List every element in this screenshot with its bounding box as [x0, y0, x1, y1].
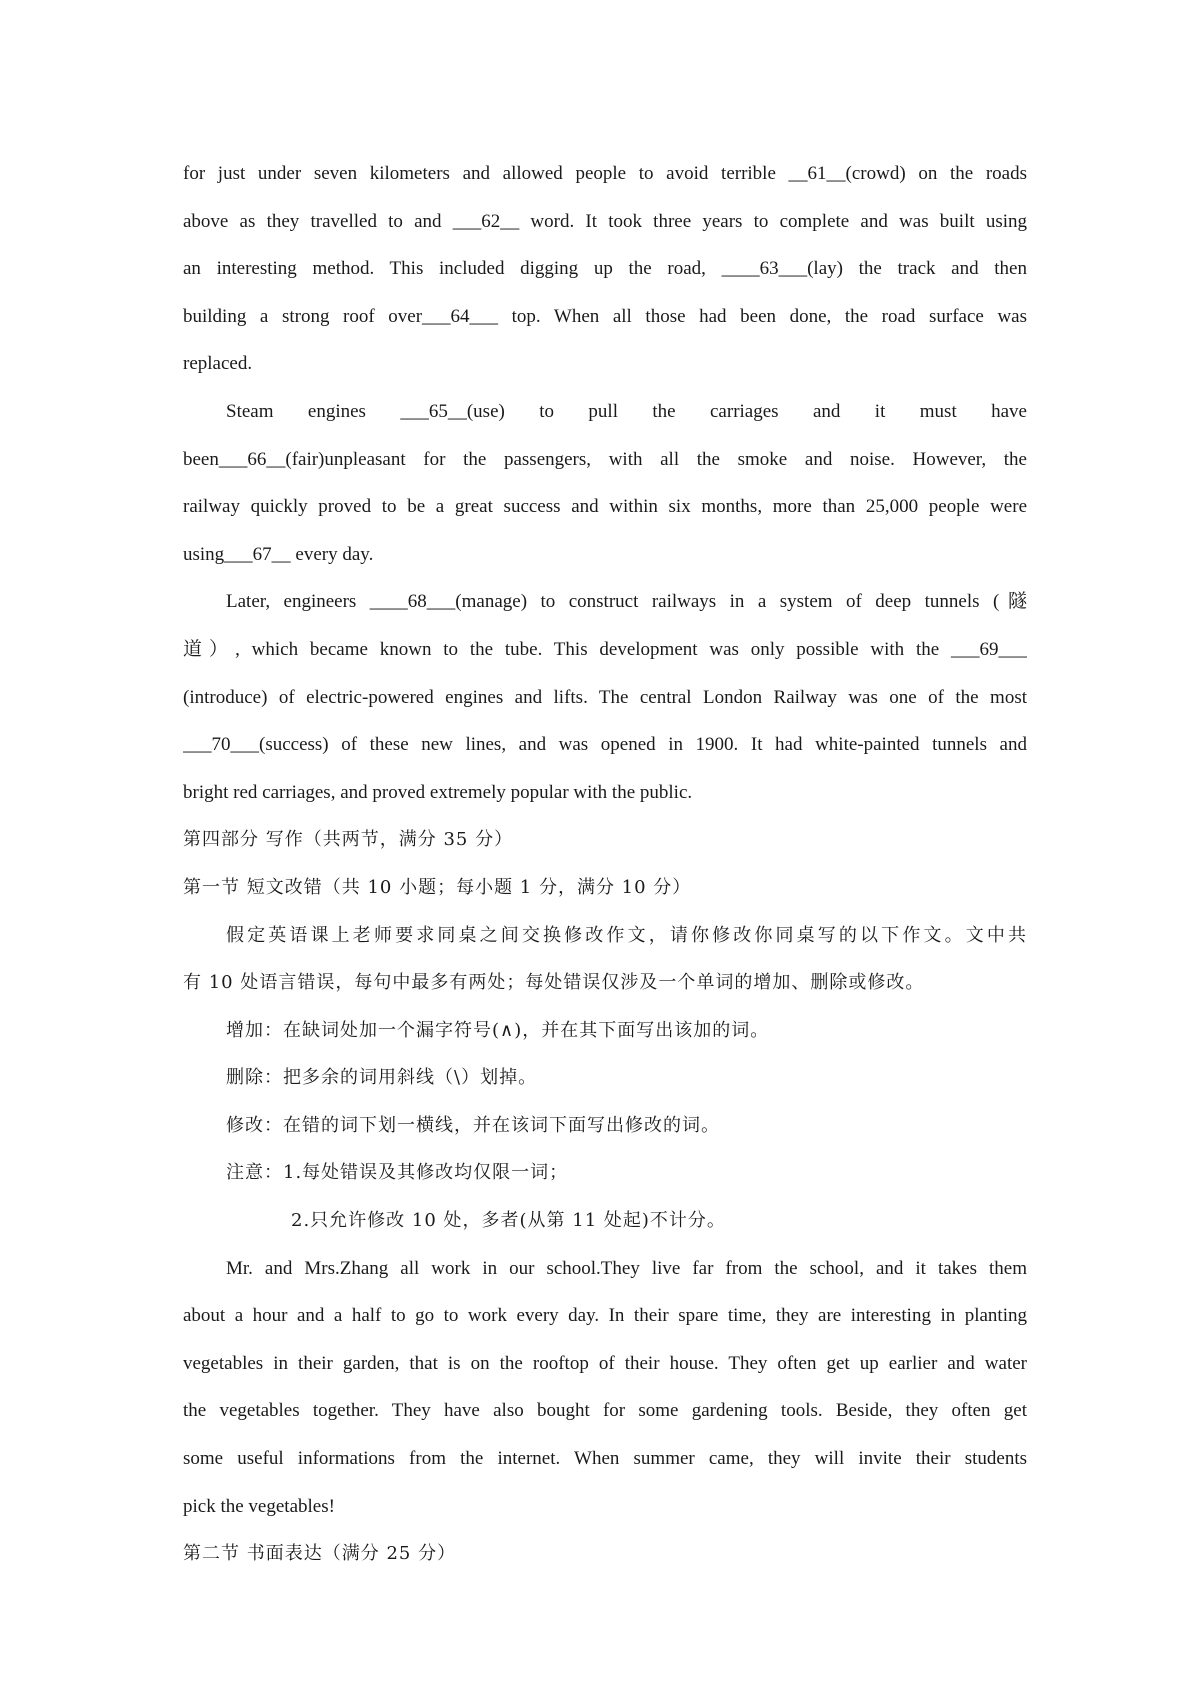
passage-line: ___70___(success) of these new lines, and was opened in 1900. It had white-painted tunnels and — [183, 734, 1027, 756]
essay-line: about a hour and a half to go to work every day. In their spare time, they are interesting in planting — [183, 1305, 1027, 1327]
passage-line: replaced. — [183, 353, 253, 375]
passage-line: above as they travelled to and ___62__ word. It took three years to complete and was built using — [183, 210, 1027, 232]
rule-add: 增加：在缺词处加一个漏字符号(∧)，并在其下面写出该加的词。 — [226, 1019, 770, 1041]
passage-line: an interesting method. This included digging up the road, ____63___(lay) the track and then — [183, 258, 1027, 280]
part-title: 第一节 短文改错（共 10 小题；每小题 1 分，满分 10 分） — [183, 876, 692, 898]
note-2: 2.只允许修改 10 处，多者(从第 11 处起)不计分。 — [291, 1210, 726, 1232]
passage-line: (introduce) of electric-powered engines and lifts. The central London Railway was one of the most — [183, 686, 1027, 708]
passage-line: building a strong roof over___64___ top. When all those had been done, the road surface was — [183, 305, 1027, 327]
essay-line: pick the vegetables! — [183, 1495, 335, 1517]
essay-line: some useful informations from the internet. When summer came, they will invite their students — [183, 1448, 1027, 1470]
passage-line: been___66__(fair)unpleasant for the passengers, with all the smoke and noise. However, the — [183, 448, 1027, 470]
essay-line: the vegetables together. They have also bought for some gardening tools. Beside, they often get — [183, 1400, 1027, 1422]
document-page — [183, 150, 1027, 1578]
passage-line: for just under seven kilometers and allowed people to avoid terrible __61__(crowd) on the roads — [183, 163, 1027, 184]
rule-delete: 删除：把多余的词用斜线（\）划掉。 — [226, 1067, 538, 1089]
rule-modify: 修改：在错的词下划一横线，并在该词下面写出修改的词。 — [226, 1114, 720, 1136]
section-title: 第四部分 写作（共两节，满分 35 分） — [183, 829, 514, 851]
passage-line: Later, engineers ____68___(manage) to construct railways in a system of deep tunnels (隧 — [226, 591, 1027, 613]
passage-line: bright red carriages, and proved extremely popular with the public. — [183, 781, 693, 803]
passage-line: using___67__ every day. — [183, 543, 374, 565]
note-1: 注意：1.每处错误及其修改均仅限一词； — [226, 1162, 569, 1184]
instruction-line: 假定英语课上老师要求同桌之间交换修改作文，请你修改你同桌写的以下作文。文中共 — [226, 924, 1027, 946]
essay-line: vegetables in their garden, that is on the rooftop of their house. They often get up earlier and water — [183, 1352, 1027, 1374]
part-title: 第二节 书面表达（满分 25 分） — [183, 1543, 457, 1565]
essay-line: Mr. and Mrs.Zhang all work in our school.They live far from the school, and it takes them — [226, 1257, 1027, 1279]
passage-line: railway quickly proved to be a great success and within six months, more than 25,000 people were — [183, 496, 1027, 518]
passage-line: 道）, which became known to the tube. This development was only possible with the ___69___ — [183, 638, 1027, 660]
passage-line: Steam engines ___65__(use) to pull the carriages and it must have — [226, 400, 1027, 422]
instruction-line: 有 10 处语言错误，每句中最多有两处；每处错误仅涉及一个单词的增加、删除或修改。 — [183, 972, 925, 994]
